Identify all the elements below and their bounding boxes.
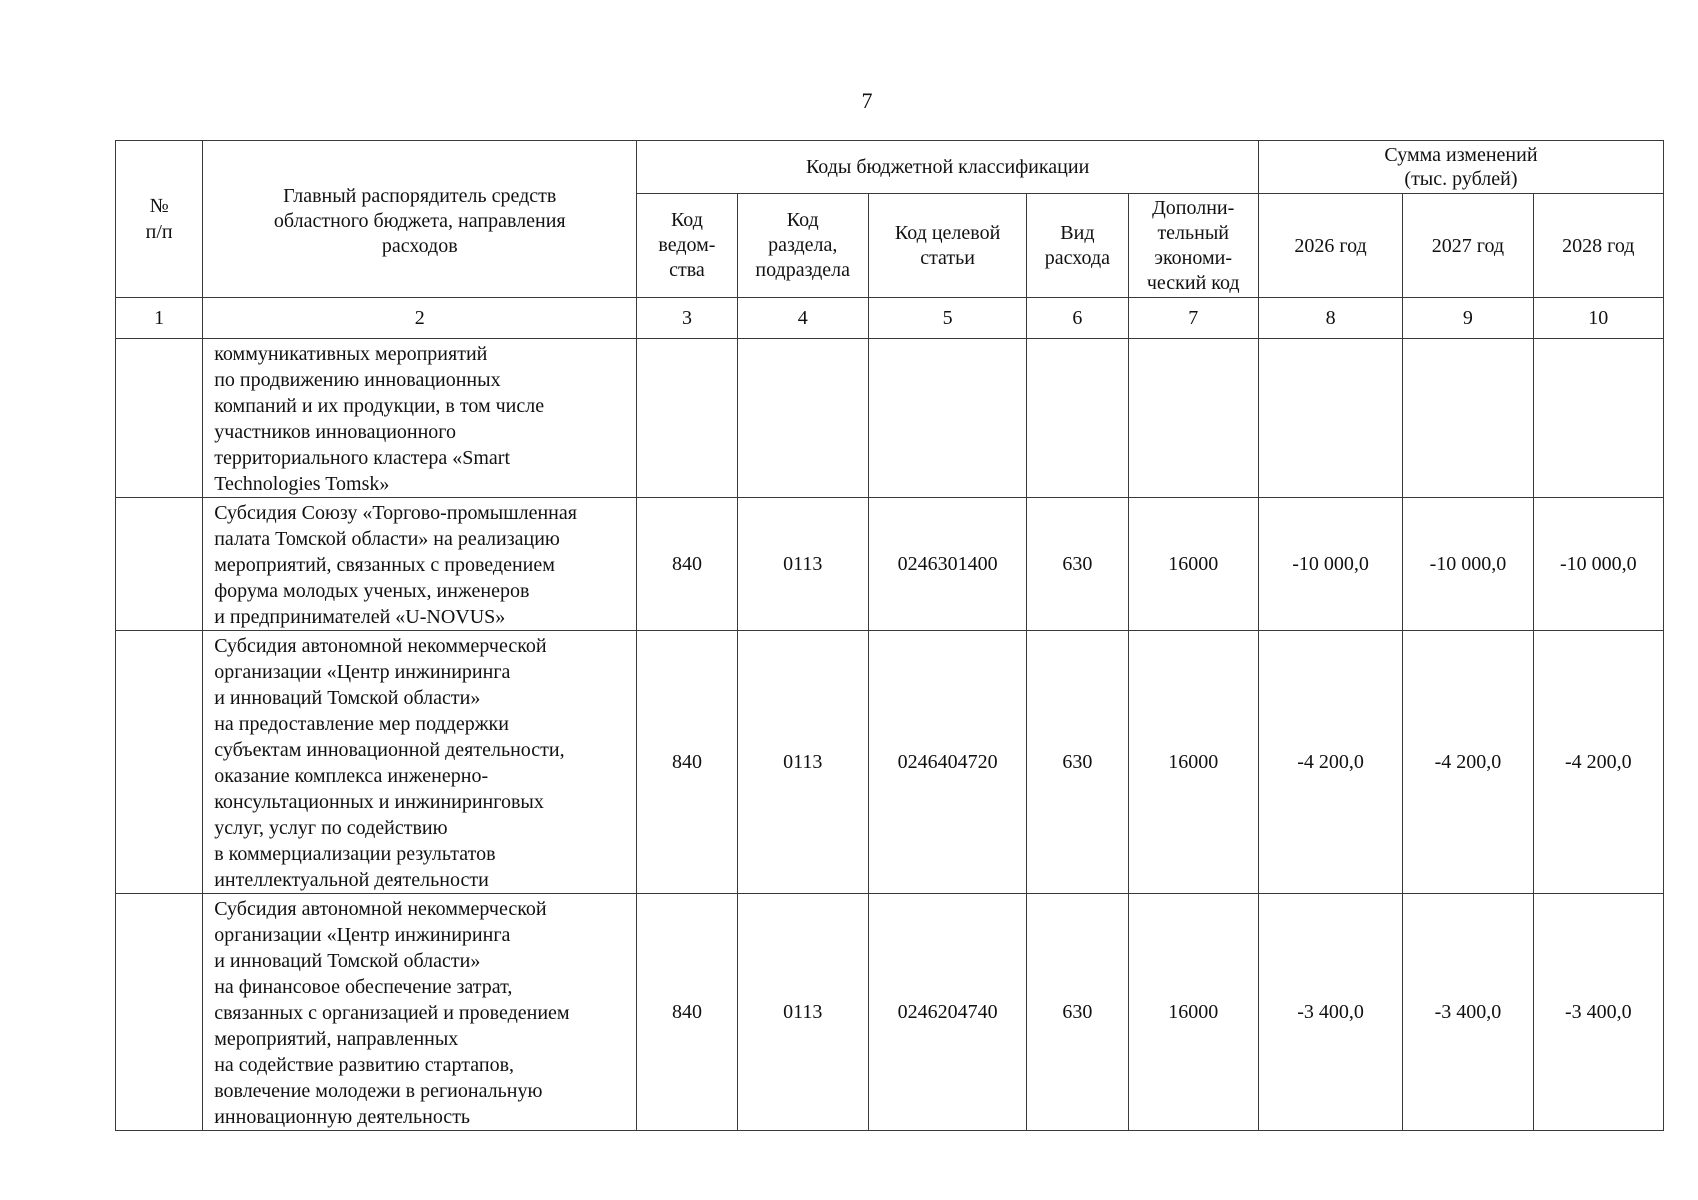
row-target-code — [868, 339, 1026, 498]
row-description: Субсидия автономной некоммерческой организации «Центр инжиниринга и инноваций Томской области» на предоставление мер поддержки субъектам инновационной деятельности, оказание комплекса инженерно- консультационных и инжиниринговых услуг, услуг по содействию в коммерциализации результатов интеллектуальной деятельности — [203, 631, 637, 894]
header-code-target: Код целевой статьи — [868, 194, 1026, 298]
column-number: 10 — [1533, 298, 1663, 339]
header-code-section: Код раздела, подраздела — [737, 194, 868, 298]
row-section-code: 0113 — [737, 498, 868, 631]
column-number: 5 — [868, 298, 1026, 339]
row-sum-2028: -4 200,0 — [1533, 631, 1663, 894]
row-sum-2028 — [1533, 339, 1663, 498]
row-extra-code — [1128, 339, 1258, 498]
header-code-extra: Дополни- тельный экономи- ческий код — [1128, 194, 1258, 298]
row-target-code: 0246204740 — [868, 894, 1026, 1131]
row-num — [116, 894, 203, 1131]
row-target-code: 0246404720 — [868, 631, 1026, 894]
column-number: 3 — [637, 298, 737, 339]
column-number: 7 — [1128, 298, 1258, 339]
table-row — [116, 631, 1664, 894]
table-row — [116, 498, 1664, 631]
row-sum-2028: -3 400,0 — [1533, 894, 1663, 1131]
row-sum-2027: -3 400,0 — [1403, 894, 1533, 1131]
page-number: 7 — [861, 88, 873, 113]
row-sum-2026 — [1258, 339, 1402, 498]
column-number-row — [116, 298, 1664, 339]
header-year-2027: 2027 год — [1403, 194, 1533, 298]
header-code-dept: Код ведом- ства — [637, 194, 737, 298]
row-expense-type — [1027, 339, 1128, 498]
row-description: Субсидия Союзу «Торгово-промышленная палата Томской области» на реализацию мероприятий, связанных с проведением форума молодых ученых, инженеров и предпринимателей «U-NOVUS» — [203, 498, 637, 631]
row-sum-2028: -10 000,0 — [1533, 498, 1663, 631]
table-row — [116, 339, 1664, 498]
budget-changes-table — [115, 140, 1664, 1131]
row-sum-2027 — [1403, 339, 1533, 498]
column-number: 1 — [116, 298, 203, 339]
row-section-code: 0113 — [737, 631, 868, 894]
header-num: № п/п — [116, 141, 203, 298]
row-dept-code — [637, 339, 737, 498]
row-dept-code: 840 — [637, 894, 737, 1131]
row-section-code — [737, 339, 868, 498]
row-expense-type: 630 — [1027, 498, 1128, 631]
header-code-type: Вид расхода — [1027, 194, 1128, 298]
row-sum-2027: -4 200,0 — [1403, 631, 1533, 894]
row-dept-code: 840 — [637, 631, 737, 894]
row-sum-2026: -10 000,0 — [1258, 498, 1402, 631]
row-extra-code: 16000 — [1128, 498, 1258, 631]
row-num — [116, 498, 203, 631]
header-year-2028: 2028 год — [1533, 194, 1663, 298]
row-target-code: 0246301400 — [868, 498, 1026, 631]
column-number: 6 — [1027, 298, 1128, 339]
row-extra-code: 16000 — [1128, 894, 1258, 1131]
header-recipient: Главный распорядитель средств областного бюджета, направления расходов — [203, 141, 637, 298]
column-number: 8 — [1258, 298, 1402, 339]
header-row-top — [116, 141, 1664, 194]
row-dept-code: 840 — [637, 498, 737, 631]
row-sum-2027: -10 000,0 — [1403, 498, 1533, 631]
row-expense-type: 630 — [1027, 894, 1128, 1131]
row-num — [116, 631, 203, 894]
column-number: 9 — [1403, 298, 1533, 339]
column-number: 4 — [737, 298, 868, 339]
table-row — [116, 894, 1664, 1131]
row-description: коммуникативных мероприятий по продвижению инновационных компаний и их продукции, в том числе участников инновационного территориального кластера «Smart Technologies Tomsk» — [203, 339, 637, 498]
row-sum-2026: -4 200,0 — [1258, 631, 1402, 894]
header-sums-group: Сумма изменений (тыс. рублей) — [1258, 141, 1663, 194]
row-extra-code: 16000 — [1128, 631, 1258, 894]
row-num — [116, 339, 203, 498]
row-sum-2026: -3 400,0 — [1258, 894, 1402, 1131]
header-codes-group: Коды бюджетной классификации — [637, 141, 1259, 194]
column-number: 2 — [203, 298, 637, 339]
row-section-code: 0113 — [737, 894, 868, 1131]
row-expense-type: 630 — [1027, 631, 1128, 894]
row-description: Субсидия автономной некоммерческой организации «Центр инжиниринга и инноваций Томской области» на финансовое обеспечение затрат, связанных с организацией и проведением мероприятий, направленных на содействие развитию стартапов, вовлечение молодежи в региональную инновационную деятельность — [203, 894, 637, 1131]
header-year-2026: 2026 год — [1258, 194, 1402, 298]
